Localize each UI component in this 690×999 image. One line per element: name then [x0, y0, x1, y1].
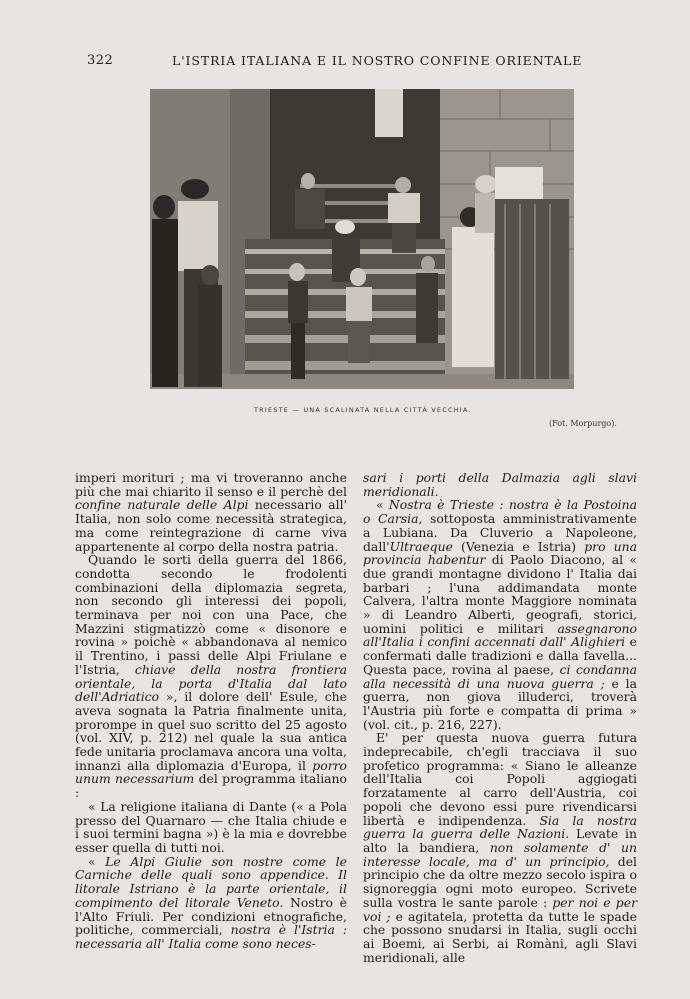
text: e la guerra, non giova illuderci, troverà l'Austria più forte e compatta di prima » (vol. cit., p. 216, 227).: [363, 675, 638, 732]
paragraph: [75, 553, 347, 800]
text: Nostro è l'Alto Friuli. Per condizioni etnografiche, politiche, commerciali,: [75, 894, 347, 938]
text: », il dolore dell' Esule, che aveva sognata la Patria finalmente unita, prorompe in quel suo scritto del 25 agosto (vol. XIV, p. 212) nel quale la sua antica fede unitaria proclamava ancora una volta, innanzi alla diplomazia d'Europa, il: [75, 689, 347, 773]
italic-text: porro unum necessarium: [75, 757, 347, 787]
text: E' per questa nuova guerra futura indeprecabile, ch'egli tracciava il suo profetico programma: « Siano le alleanze dell'Italia coi Popoli aggiogati forzatamente al carro dell'Austria, coi popoli che devono essi pure rivendicarsi libertà e indipendenza.: [363, 730, 637, 828]
text: (Venezia e Istria): [452, 538, 585, 554]
photograph-stairway: [150, 89, 574, 389]
figure-caption: TRIESTE — UNA SCALINATA NELLA CITTÀ VECCHIA.: [254, 406, 472, 414]
photograph-illustration: [150, 89, 574, 389]
paragraph: [75, 855, 347, 951]
text: sottoposta amministrativamente a Lubiana. Da Cluverio a Napoleone, dall': [363, 511, 637, 554]
italic-text: Le Alpi Giulie son nostre come le Carniche delle quali sono appendice. Il litorale Istriano è la parte orientale, il compimento del litorale Veneto.: [75, 853, 347, 910]
italic-text: ci condanna alla necessità di una nuova guerra ;: [363, 661, 638, 691]
page-number: 322: [87, 53, 114, 68]
text: e agitatela, protetta da tutte le spade che possono snudarsi in Italia, sugli occhi ai Boemi, ai Serbi, ai Romàni, agli Slavi meridionali, alle: [363, 908, 637, 965]
right-column: [363, 471, 637, 964]
text: Quando le sorti della guerra del 1866, condotta secondo le frodolenti combinazioni della diplomazia segreta, non secondo gli interessi dei popoli, terminava per noi con una Pace, che Mazzini stigmatizzò come « disonore e rovina » poichè « abbandonava al nemico il Trentino, i passi delle Alpi Friulane e l'Istria,: [75, 552, 347, 677]
left-column: [75, 471, 347, 951]
italic-text: Nostra è Trieste : nostra è la Postoina o Carsia,: [363, 497, 637, 527]
photo-credit: (Fot. Morpurgo).: [549, 419, 617, 428]
paragraph: [75, 471, 347, 553]
text: del programma italiano :: [75, 771, 347, 801]
text: di Paolo Diacono, al « due grandi montagne dividono l' Italia dai barbari ; l'una addimandata monte Calvera, l'altra monte Maggiore nominata » di Leandro Alberti, geografi, storici, uomini politici e militari: [363, 552, 638, 636]
paragraph: [363, 731, 637, 964]
italic-text: assegnarono all'Italia i confini accennati dall' Alighieri: [363, 620, 637, 650]
text: necessario all' Italia, non solo come necessità strategica, ma come reintegrazione di carne viva appartenente al corpo della nostra patria.: [75, 497, 347, 554]
text: «: [88, 853, 106, 869]
text: imperi moriturі ; ma vi troveranno anche più che mai chiarito il senso e il perchè del: [75, 470, 347, 499]
italic-text: pro una provincia habentur: [363, 538, 637, 568]
people-group-left: [152, 179, 222, 387]
text: «: [376, 497, 389, 513]
alley-light: [375, 89, 403, 137]
italic-text: Sia la nostra guerra la guerra delle Nazioni.: [363, 812, 638, 842]
italic-text: per noi e per voi ;: [363, 894, 637, 924]
paragraph: sari i porti della Dalmazia agli slavi meridionali.: [363, 470, 637, 499]
italic-text: non solamente d' un interesse locale, ma d' un principio,: [363, 839, 637, 869]
italic-text: chiave della nostra frontiera orientale, la porta d'Italia dal lato dell'Adriatico: [75, 661, 347, 705]
paragraph: « La religione italiana di Dante (« a Pola presso del Quarnaro — che Italia chiude e i suoi termini bagna ») è la mia e dovrebbe esser quella di tutti noi.: [75, 798, 347, 855]
text: del principio che da oltre mezzo secolo ispira o signoreggia ogni moto europeo. Scrivete sulla vostra le sante parole :: [363, 853, 637, 910]
text: e confermati dalle tradizioni e dalla favella... Questa pace, rovina al paese,: [363, 634, 637, 677]
italic-text: confine naturale delle Alpi: [75, 497, 249, 513]
running-title: L'ISTRIA ITALIANA E IL NOSTRO CONFINE ORIENTALE: [172, 53, 583, 68]
italic-text: nostra è l'Istria : necessaria all' Italia come sono neces-: [75, 922, 347, 951]
text: Levate in alto la bandiera,: [363, 826, 637, 855]
paragraph: [363, 498, 637, 731]
italic-text: Ultraeque: [389, 538, 453, 554]
